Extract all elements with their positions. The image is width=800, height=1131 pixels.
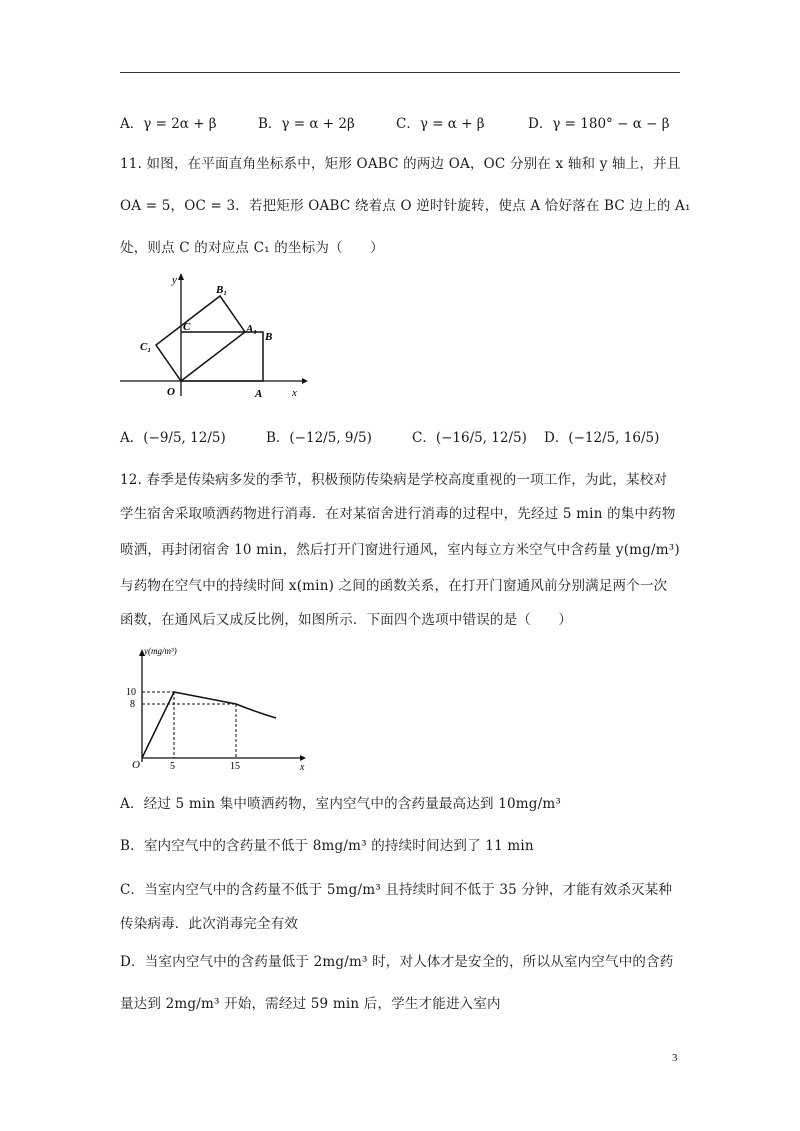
q12-stem-line-1: 12. 春季是传染病多发的季节，积极预防传染病是学校高度重视的一项工作，为此，某校对 — [120, 472, 668, 488]
label-y10: 10 — [126, 687, 136, 698]
label-y: y — [172, 274, 177, 286]
q12-option-c[interactable]: C．当室内空气中的含药量不低于 5mg/m³ 且持续时间不低于 35 分钟，才能有效杀灭某种 — [120, 882, 673, 898]
q12-stem-line-3: 喷洒，再封闭宿舍 10 min，然后打开门窗进行通风，室内每立方米空气中含药量 y(mg/m³) — [120, 542, 680, 558]
q11-option-c[interactable]: C．(−16/5, 12/5) — [412, 430, 527, 446]
q11-stem-line-3: 处，则点 C 的对应点 C₁ 的坐标为（ ） — [120, 240, 384, 256]
q11-option-d[interactable]: D．(−12/5, 16/5) — [544, 430, 660, 446]
label-origin: O — [132, 759, 140, 771]
label-xlabel: x — [300, 762, 305, 773]
q12-option-b[interactable]: B．室内空气中的含药量不低于 8mg/m³ 的持续时间达到了 11 min — [120, 838, 534, 854]
q10-option-a[interactable]: A．γ = 2α + β — [120, 116, 217, 132]
q10-option-b[interactable]: B．γ = α + 2β — [258, 116, 355, 132]
rectangle-oabc — [181, 332, 263, 381]
q11-option-a[interactable]: A．(−9/5, 12/5) — [120, 430, 226, 446]
q11-option-b[interactable]: B．(−12/5, 9/5) — [266, 430, 372, 446]
concentration-curve — [142, 692, 276, 758]
label-o: O — [167, 386, 175, 398]
label-ylabel: y(mg/m³) — [144, 646, 177, 656]
label-c: C — [183, 321, 191, 333]
header-rule — [120, 72, 680, 73]
label-c1: C₁ — [140, 341, 152, 353]
q12-option-d[interactable]: D．当室内空气中的含药量低于 2mg/m³ 时，对人体才是安全的，所以从室内空气中的含药 — [120, 954, 674, 970]
label-a1: A₁ — [246, 323, 258, 335]
q12-option-d-cont: 量达到 2mg/m³ 开始，需经过 59 min 后，学生才能进入室内 — [120, 996, 501, 1012]
q10-option-c[interactable]: C．γ = α + β — [396, 116, 485, 132]
y-arrow-icon — [178, 273, 184, 280]
q11-stem-line-2: OA = 5，OC = 3．若把矩形 OABC 绕着点 O 逆时针旋转，使点 A 恰好落在 BC 边上的 A₁ — [120, 198, 691, 214]
q10-option-d[interactable]: D．γ = 180° − α − β — [528, 116, 670, 132]
q11-rotation-figure — [120, 268, 310, 403]
label-x5: 5 — [170, 761, 175, 772]
label-b: B — [265, 331, 273, 343]
q12-stem-line-2: 学生宿舍采取喷洒药物进行消毒．在对某宿舍进行消毒的过程中，先经过 5 min 的集中药物 — [120, 506, 676, 522]
x-arrow-icon — [300, 755, 306, 761]
q12-stem-line-5: 函数，在通风后又成反比例，如图所示．下面四个选项中错误的是（ ） — [120, 612, 573, 628]
rectangle-rotated — [156, 296, 245, 381]
q12-stem-line-4: 与药物在空气中的持续时间 x(min) 之间的函数关系，在打开门窗通风前分别满足两个一次 — [120, 578, 668, 594]
page-number: 3 — [672, 1052, 678, 1064]
q12-option-a[interactable]: A．经过 5 min 集中喷洒药物，室内空气中的含药量最高达到 10mg/m³ — [120, 796, 561, 812]
label-x15: 15 — [230, 761, 240, 772]
label-a: A — [255, 388, 263, 400]
label-x: x — [292, 387, 297, 399]
label-b1: B₁ — [216, 284, 228, 296]
label-y8: 8 — [130, 699, 135, 710]
x-arrow-icon — [302, 378, 308, 384]
q12-concentration-graph — [120, 642, 320, 777]
q12-option-c-cont: 传染病毒．此次消毒完全有效 — [120, 916, 299, 932]
q11-stem-line-1: 11. 如图，在平面直角坐标系中，矩形 OABC 的两边 OA，OC 分别在 x 轴和 y 轴上，并且 — [120, 156, 681, 172]
